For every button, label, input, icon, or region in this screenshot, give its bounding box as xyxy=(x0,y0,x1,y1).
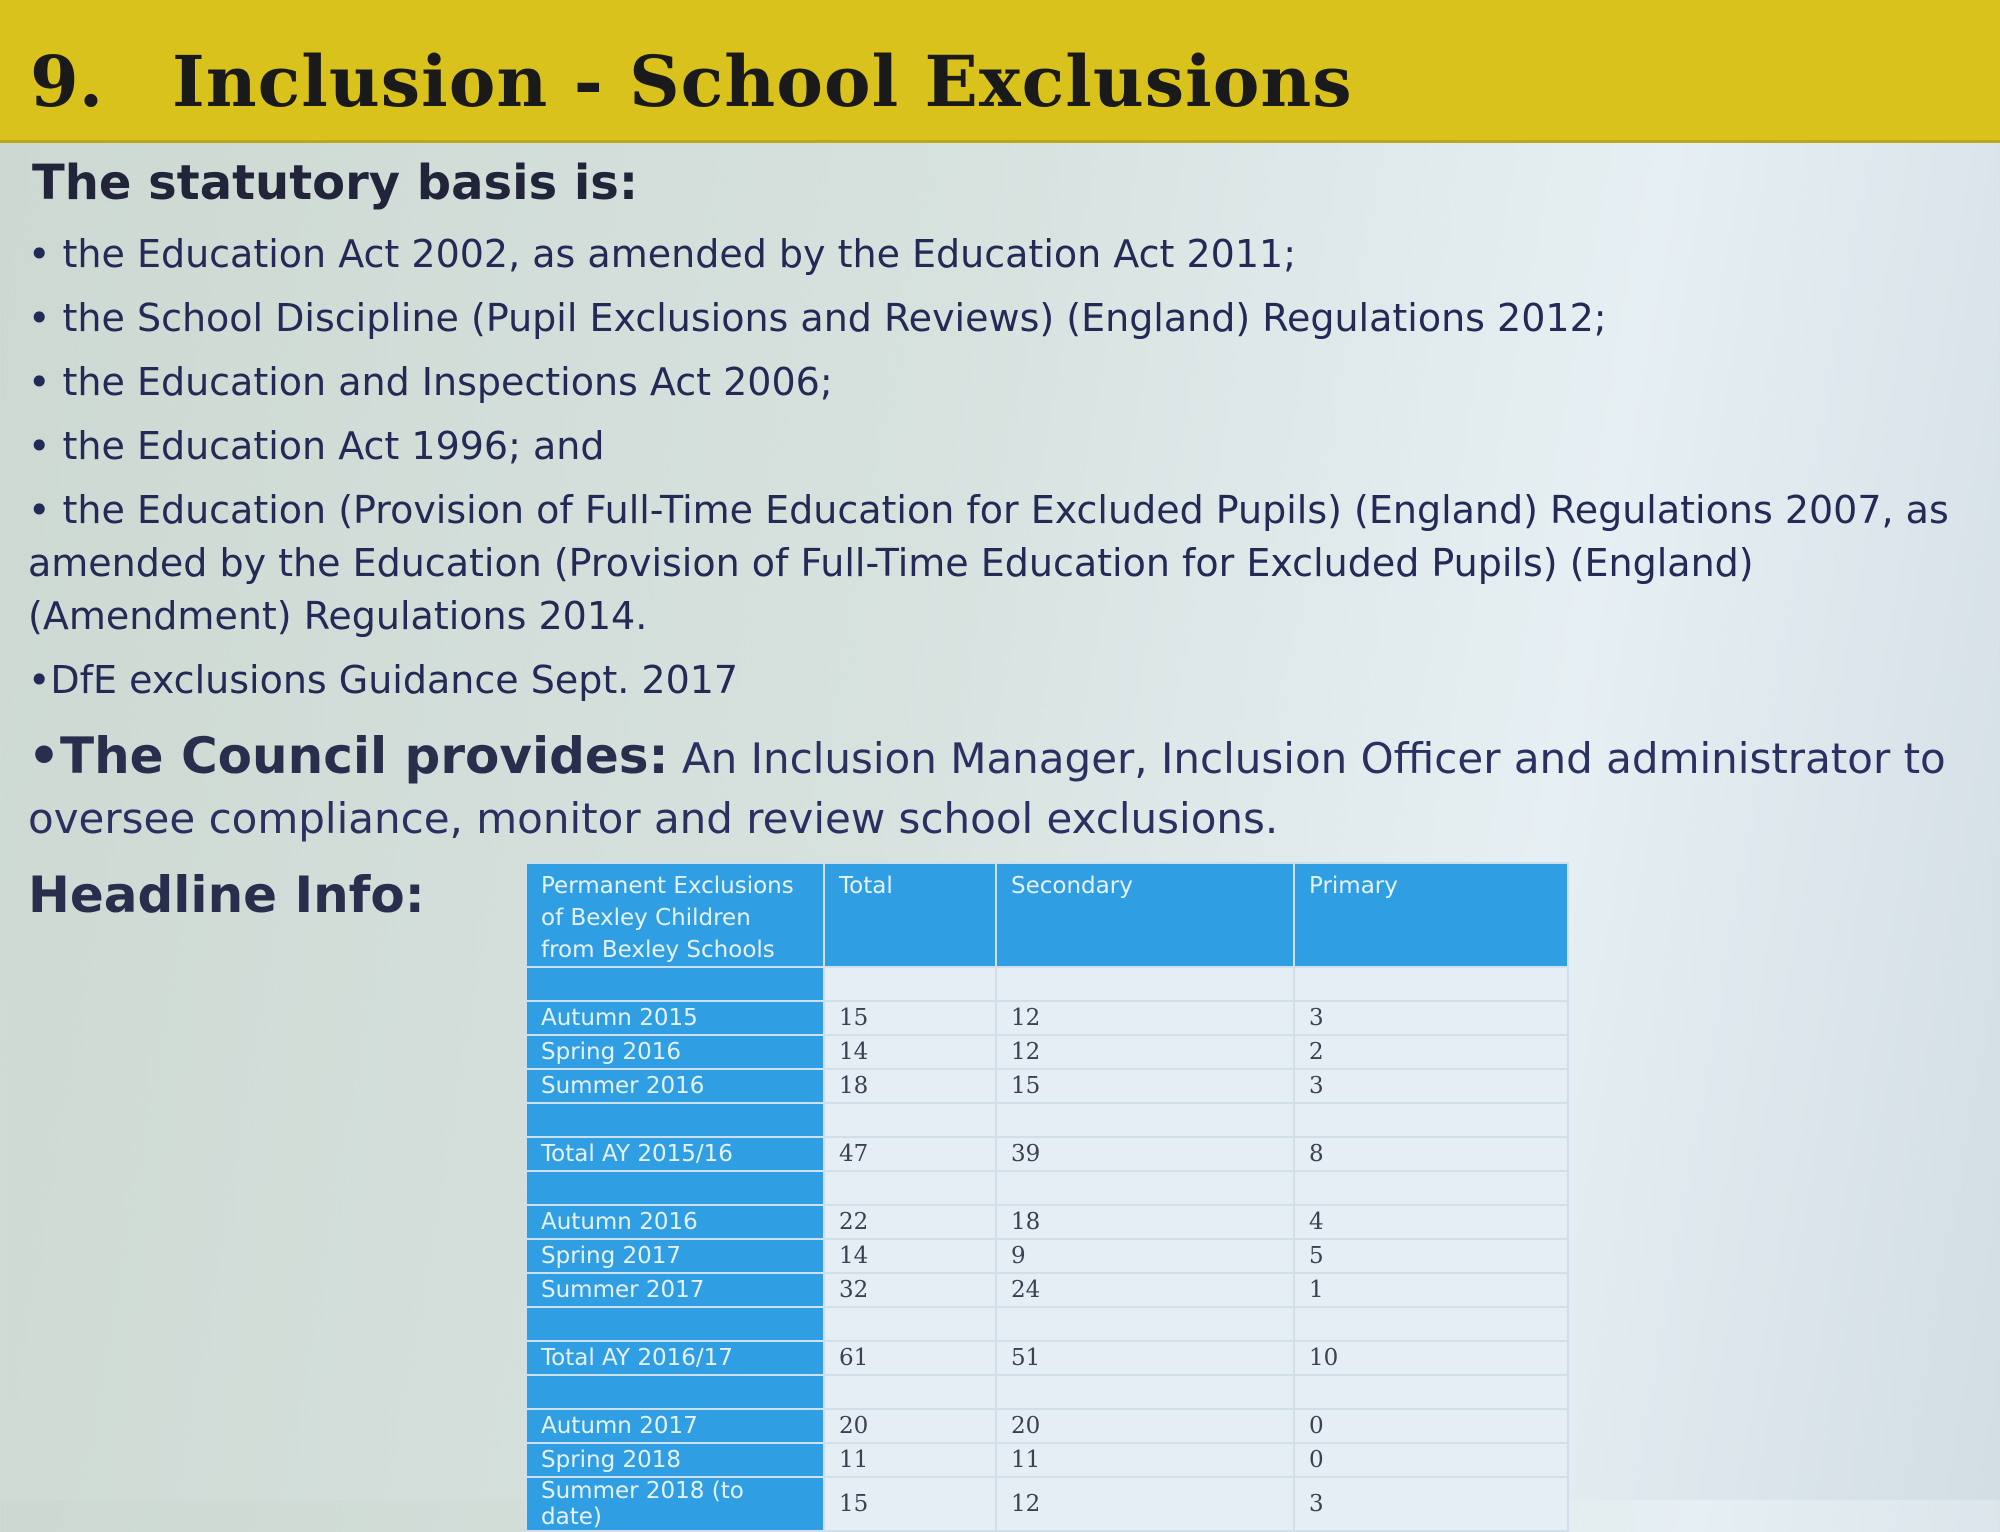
row-label: Spring 2018 xyxy=(526,1443,824,1477)
table-row xyxy=(526,1443,1568,1477)
primary-cell: 0 xyxy=(1294,1443,1568,1477)
row-label: Summer 2018 (to date) xyxy=(526,1477,824,1531)
table-row xyxy=(526,1171,1568,1205)
secondary-cell xyxy=(996,1375,1294,1409)
table-row xyxy=(526,1035,1568,1069)
primary-cell: 8 xyxy=(1294,1137,1568,1171)
total-cell: 14 xyxy=(824,1239,996,1273)
section-number: 9. xyxy=(30,40,104,123)
statutory-item: • the School Discipline (Pupil Exclusions and Reviews) (England) Regulations 2012; xyxy=(28,292,1978,345)
row-label xyxy=(526,1103,824,1137)
column-header-total: Total xyxy=(824,863,996,967)
table-row xyxy=(526,1409,1568,1443)
row-label xyxy=(526,1375,824,1409)
total-cell: 20 xyxy=(824,1409,996,1443)
primary-cell: 2 xyxy=(1294,1035,1568,1069)
table-row xyxy=(526,1477,1568,1531)
row-label: Summer 2016 xyxy=(526,1069,824,1103)
statutory-list xyxy=(28,228,1978,718)
primary-cell: 3 xyxy=(1294,1001,1568,1035)
total-cell xyxy=(824,1375,996,1409)
row-label xyxy=(526,967,824,1001)
statutory-item: • the Education and Inspections Act 2006; xyxy=(28,356,1978,409)
table-row xyxy=(526,1375,1568,1409)
exclusions-table xyxy=(525,862,1569,1532)
total-cell: 15 xyxy=(824,1001,996,1035)
primary-cell: 4 xyxy=(1294,1205,1568,1239)
total-cell: 32 xyxy=(824,1273,996,1307)
table-row xyxy=(526,1103,1568,1137)
secondary-cell xyxy=(996,1171,1294,1205)
secondary-cell: 39 xyxy=(996,1137,1294,1171)
row-label: Summer 2017 xyxy=(526,1273,824,1307)
secondary-cell: 18 xyxy=(996,1205,1294,1239)
table-row xyxy=(526,1069,1568,1103)
table-row xyxy=(526,1307,1568,1341)
council-lead: • The Council provides: xyxy=(28,727,669,785)
statutory-item: • the Education Act 1996; and xyxy=(28,420,1978,473)
table-header-row xyxy=(526,863,1568,967)
primary-cell xyxy=(1294,967,1568,1001)
secondary-cell: 12 xyxy=(996,1001,1294,1035)
column-header-period: Permanent Exclusions of Bexley Children from Bexley Schools xyxy=(526,863,824,967)
secondary-cell: 9 xyxy=(996,1239,1294,1273)
table-row xyxy=(526,1205,1568,1239)
secondary-cell: 24 xyxy=(996,1273,1294,1307)
row-label: Total AY 2015/16 xyxy=(526,1137,824,1171)
statutory-item: • the Education Act 2002, as amended by the Education Act 2011; xyxy=(28,228,1978,281)
primary-cell: 3 xyxy=(1294,1069,1568,1103)
page-title: Inclusion - School Exclusions xyxy=(172,40,1353,123)
primary-cell: 5 xyxy=(1294,1239,1568,1273)
primary-cell: 10 xyxy=(1294,1341,1568,1375)
total-cell xyxy=(824,1103,996,1137)
total-cell: 14 xyxy=(824,1035,996,1069)
statutory-item: • DfE exclusions Guidance Sept. 2017 xyxy=(28,654,1978,707)
table-row xyxy=(526,1001,1568,1035)
total-cell: 11 xyxy=(824,1443,996,1477)
statutory-heading: The statutory basis is: xyxy=(32,155,639,211)
secondary-cell xyxy=(996,967,1294,1001)
table-row xyxy=(526,1273,1568,1307)
total-cell: 22 xyxy=(824,1205,996,1239)
total-cell: 15 xyxy=(824,1477,996,1531)
secondary-cell: 11 xyxy=(996,1443,1294,1477)
total-cell: 47 xyxy=(824,1137,996,1171)
secondary-cell xyxy=(996,1103,1294,1137)
secondary-cell: 12 xyxy=(996,1035,1294,1069)
primary-cell: 0 xyxy=(1294,1409,1568,1443)
council-provides xyxy=(28,726,1978,849)
total-cell: 61 xyxy=(824,1341,996,1375)
primary-cell xyxy=(1294,1171,1568,1205)
headline-label: Headline Info: xyxy=(28,866,425,924)
secondary-cell: 12 xyxy=(996,1477,1294,1531)
table-row xyxy=(526,1341,1568,1375)
secondary-cell: 51 xyxy=(996,1341,1294,1375)
primary-cell xyxy=(1294,1375,1568,1409)
row-label: Autumn 2015 xyxy=(526,1001,824,1035)
row-label: Autumn 2017 xyxy=(526,1409,824,1443)
table-row xyxy=(526,1137,1568,1171)
row-label xyxy=(526,1307,824,1341)
row-label: Spring 2017 xyxy=(526,1239,824,1273)
secondary-cell xyxy=(996,1307,1294,1341)
title-bar xyxy=(0,0,2000,143)
primary-cell xyxy=(1294,1307,1568,1341)
total-cell xyxy=(824,1307,996,1341)
primary-cell: 1 xyxy=(1294,1273,1568,1307)
secondary-cell: 20 xyxy=(996,1409,1294,1443)
row-label: Autumn 2016 xyxy=(526,1205,824,1239)
total-cell xyxy=(824,967,996,1001)
row-label xyxy=(526,1171,824,1205)
total-cell: 18 xyxy=(824,1069,996,1103)
table-row xyxy=(526,967,1568,1001)
statutory-item: • the Education (Provision of Full-Time Education for Excluded Pupils) (England) Regulations 2007, as amended by the Education (Provision of Full-Time Education for Excluded Pupils) (England) (Amendment) Regulations 2014. xyxy=(28,484,1978,643)
primary-cell xyxy=(1294,1103,1568,1137)
secondary-cell: 15 xyxy=(996,1069,1294,1103)
column-header-secondary: Secondary xyxy=(996,863,1294,967)
row-label: Spring 2016 xyxy=(526,1035,824,1069)
row-label: Total AY 2016/17 xyxy=(526,1341,824,1375)
primary-cell: 3 xyxy=(1294,1477,1568,1531)
total-cell xyxy=(824,1171,996,1205)
table-row xyxy=(526,1239,1568,1273)
column-header-primary: Primary xyxy=(1294,863,1568,967)
council-text: An Inclusion Manager, Inclusion Officer and administrator to oversee compliance, monitor and review school exclusions. xyxy=(28,734,1946,843)
